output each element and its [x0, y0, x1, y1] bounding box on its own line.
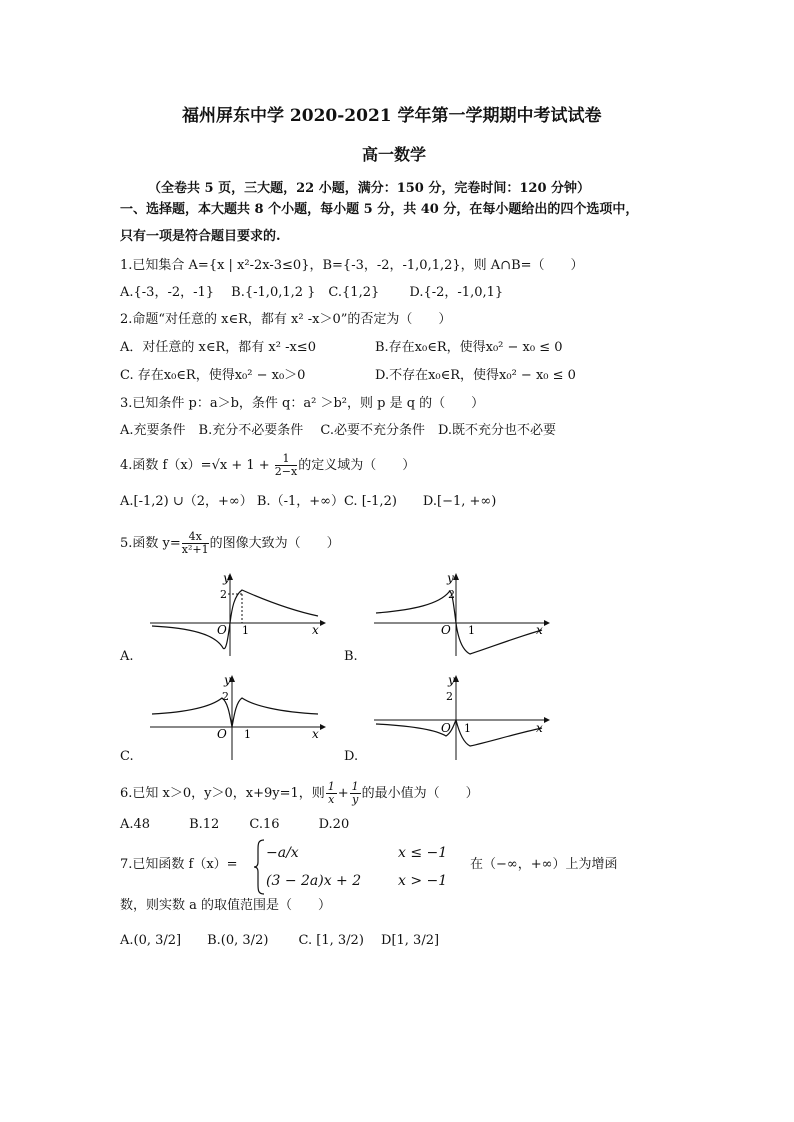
question-3-options: A.充要条件 B.充分不必要条件 C.必要不充分条件 D.既不充分也不必要	[120, 423, 557, 438]
y-label: y	[447, 571, 454, 585]
question-7-suffix: 在（−∞，+∞）上为增函	[470, 857, 618, 872]
x-label: x	[536, 721, 543, 735]
question-6-fraction-2-denominator: y	[352, 793, 359, 806]
graph-option-b	[374, 568, 554, 658]
x-label: x	[536, 623, 543, 637]
origin-label: O	[217, 727, 227, 741]
question-4-prefix: 4.函数 f（x）=√x + 1 +	[120, 458, 274, 473]
graph-label-d: D.	[344, 749, 359, 764]
y-label: y	[448, 673, 455, 687]
question-7-case1-expression: −a/x	[266, 845, 299, 861]
section-heading-line1: 一、选择题，本大题共 8 个小题，每小题 5 分，共 40 分，在每小题给出的四个选项中，	[120, 202, 639, 217]
question-4	[120, 452, 415, 480]
question-5	[120, 530, 340, 558]
question-7-options: A.(0, 3/2] B.(0, 3/2) C. [1, 3/2) D[1, 3/2]	[120, 933, 440, 948]
curve	[152, 590, 318, 649]
graph-option-d	[374, 672, 554, 762]
exam-title: 福州屏东中学 2020-2021 学年第一学期期中考试试卷	[182, 106, 602, 126]
y-label: y	[224, 673, 231, 687]
graph-option-c	[150, 672, 330, 762]
y-tick-2: 2	[220, 588, 227, 601]
question-2-option-b: B.存在x₀∈R，使得x₀² − x₀ ≤ 0	[375, 340, 563, 355]
question-7-line2: 数，则实数 a 的取值范围是（ ）	[120, 898, 332, 913]
y-label: y	[223, 571, 230, 585]
question-3: 3.已知条件 p：a＞b，条件 q：a² ＞b²，则 p 是 q 的（ ）	[120, 396, 485, 411]
x-tick-1: 1	[464, 722, 471, 735]
y-tick-2: 2	[448, 588, 455, 601]
question-2-option-c: C. 存在x₀∈R，使得x₀² − x₀＞0	[120, 368, 306, 383]
question-6-suffix: 的最小值为（ ）	[361, 786, 479, 801]
origin-label: O	[441, 721, 451, 735]
curve	[376, 720, 542, 746]
exam-info: （全卷共 5 页，三大题，22 小题，满分：150 分，完卷时间：120 分钟）	[148, 181, 591, 196]
question-5-fraction	[182, 531, 209, 556]
graph-label-c: C.	[120, 749, 134, 764]
question-2-option-d: D.不存在x₀∈R，使得x₀² − x₀ ≤ 0	[375, 368, 576, 383]
x-label: x	[312, 623, 319, 637]
graph-b-svg	[374, 568, 554, 658]
x-tick-1: 1	[244, 728, 251, 741]
question-4-fraction-numerator: 1	[275, 453, 297, 466]
question-7-case2-expression: (3 − 2a)x + 2	[266, 873, 362, 889]
y-tick-2: 2	[222, 690, 229, 703]
question-7-case2-condition: x > −1	[398, 873, 448, 889]
section-heading-line2: 只有一项是符合题目要求的.	[120, 229, 281, 244]
graph-label-a: A.	[120, 649, 134, 664]
x-tick-1: 1	[468, 624, 475, 637]
x-axis-arrow	[320, 620, 326, 626]
question-6-fraction-2-numerator: 1	[351, 780, 359, 793]
x-tick-1: 1	[242, 624, 249, 637]
question-6-options: A.48 B.12 C.16 D.20	[120, 817, 350, 832]
origin-label: O	[217, 623, 227, 637]
question-7-case1-condition: x ≤ −1	[398, 845, 448, 861]
question-4-fraction	[275, 453, 297, 478]
question-2: 2.命题“对任意的 x∈R，都有 x² -x＞0”的否定为（ ）	[120, 312, 452, 327]
x-label: x	[312, 727, 319, 741]
question-5-fraction-denominator: x²+1	[181, 543, 209, 556]
question-6-fraction-1-numerator: 1	[327, 780, 335, 793]
origin-label: O	[441, 623, 451, 637]
question-1-options: A.{-3，-2，-1} B.{-1,0,1,2 } C.{1,2} D.{-2，-1,0,1}	[120, 285, 504, 300]
graph-option-a	[150, 568, 330, 658]
curve	[152, 698, 318, 727]
question-6-plus: +	[337, 786, 349, 801]
question-4-fraction-denominator: 2−x	[274, 465, 298, 478]
question-1: 1.已知集合 A={x | x²-2x-3≤0}，B={-3，-2，-1,0,1,2}，则 A∩B=（ ）	[120, 258, 584, 273]
graph-d-svg	[374, 672, 554, 762]
question-5-suffix: 的图像大致为（ ）	[209, 536, 340, 551]
y-tick-2: 2	[446, 690, 453, 703]
question-4-suffix: 的定义域为（ ）	[298, 458, 416, 473]
question-6-prefix: 6.已知 x＞0，y＞0，x+9y=1，则	[120, 786, 325, 801]
left-brace	[254, 840, 264, 894]
question-6	[120, 780, 479, 808]
x-axis-arrow	[544, 717, 550, 723]
question-5-prefix: 5.函数 y=	[120, 536, 181, 551]
question-7-prefix: 7.已知函数 f（x）=	[120, 857, 238, 872]
x-axis-arrow	[544, 620, 550, 626]
graph-label-b: B.	[344, 649, 358, 664]
question-2-option-a: A．对任意的 x∈R，都有 x² -x≤0	[120, 340, 316, 355]
y-axis-arrow	[453, 573, 459, 580]
graph-c-svg	[150, 672, 330, 762]
question-6-fraction-1	[326, 781, 337, 806]
question-6-fraction-1-denominator: x	[328, 793, 335, 806]
question-6-fraction-2	[350, 781, 361, 806]
question-4-options: A.[-1,2) ∪（2，+∞） B.（-1，+∞）C. [-1,2) D.[−1, +∞)	[120, 494, 497, 509]
question-5-fraction-numerator: 4x	[182, 531, 209, 544]
subject-title: 高一数学	[362, 145, 427, 164]
graph-a-svg	[150, 568, 330, 658]
x-axis-arrow	[320, 724, 326, 730]
